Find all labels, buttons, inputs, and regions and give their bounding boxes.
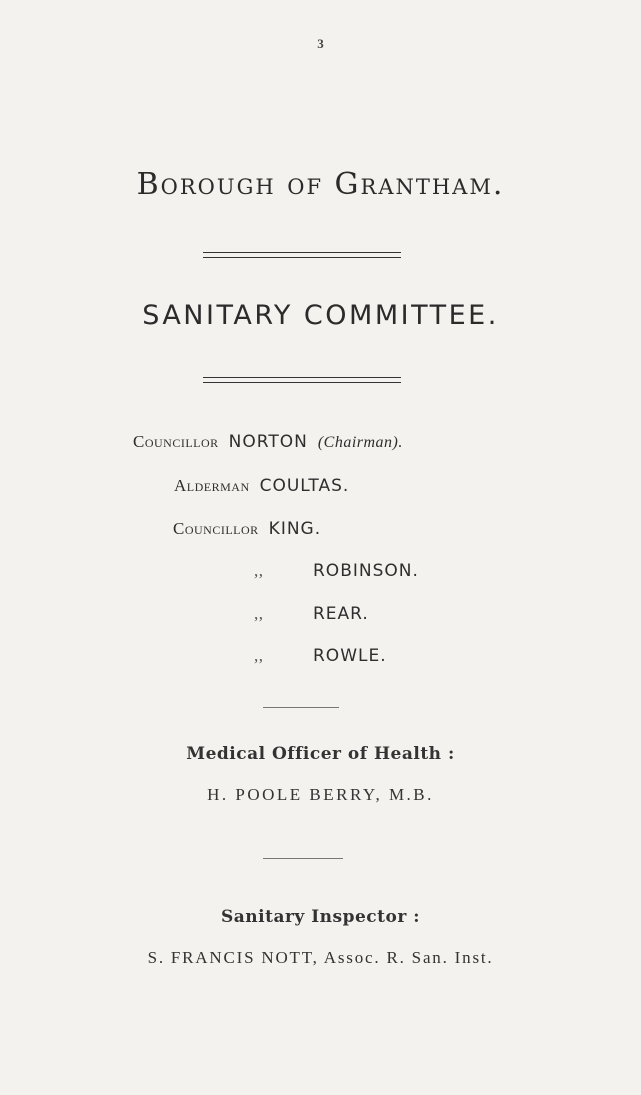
divider-double — [203, 252, 401, 258]
member-note: (Chairman). — [317, 434, 403, 451]
member-name: COULTAS. — [259, 476, 350, 496]
member-name: ROWLE. — [313, 646, 387, 666]
member-row — [173, 519, 321, 539]
member-row — [254, 561, 274, 581]
divider-double — [203, 377, 401, 383]
member-row — [254, 646, 274, 666]
member-title: Councillor — [173, 519, 259, 538]
sanitary-inspector-heading: Sanitary Inspector : — [220, 907, 420, 927]
divider-single — [263, 858, 343, 859]
member-row — [313, 604, 369, 624]
ditto-mark: ,, — [254, 646, 264, 665]
member-row — [313, 646, 387, 666]
member-title: Alderman — [174, 476, 250, 495]
member-row — [254, 604, 274, 624]
ditto-mark: ,, — [254, 604, 264, 623]
member-name: NORTON — [228, 432, 308, 452]
divider-single — [263, 707, 339, 708]
member-row — [313, 561, 419, 581]
committee-title: SANITARY COMMITTEE. — [142, 300, 499, 331]
member-name: KING. — [268, 519, 322, 539]
medical-officer-name: H. POOLE BERRY, M.B. — [207, 785, 434, 804]
sanitary-inspector-name: S. FRANCIS NOTT, Assoc. R. San. Inst. — [147, 948, 494, 967]
member-title: Councillor — [133, 432, 219, 451]
member-name: ROBINSON. — [313, 561, 419, 581]
page-number: 3 — [317, 36, 324, 51]
medical-officer-heading: Medical Officer of Health : — [186, 744, 455, 764]
document-title: Borough of Grantham. — [136, 167, 505, 202]
member-row — [174, 476, 349, 496]
ditto-mark: ,, — [254, 561, 264, 580]
member-row — [133, 432, 403, 452]
member-name: REAR. — [313, 604, 369, 624]
